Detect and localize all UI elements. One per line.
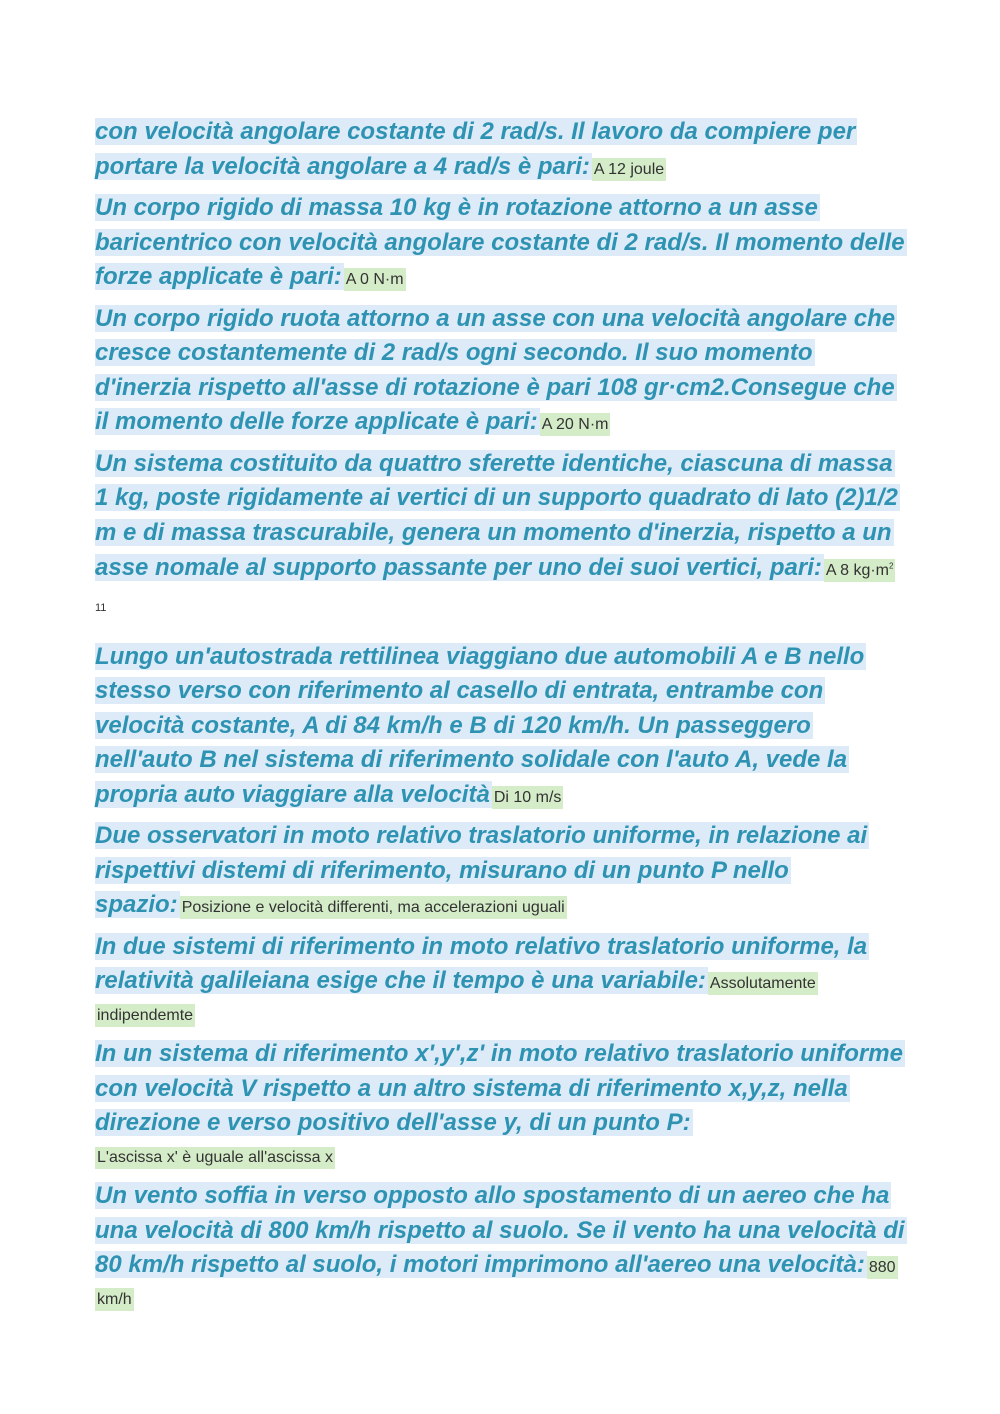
qa-item [95, 820, 905, 924]
qa-item [95, 1038, 905, 1173]
document-page [95, 116, 905, 1322]
question-text: Due osservatori in moto relativo traslatorio uniforme, in relazione ai rispettivi distemi di riferimento, misurano di un punto P nello spazio: [95, 822, 868, 919]
answer-text: Di 10 m/s [492, 786, 564, 809]
question-text: In due sistemi di riferimento in moto relativo traslatorio uniforme, la relatività galileiana esige che il tempo è una variabile: [95, 932, 868, 995]
answer-text: A 12 joule [592, 158, 666, 181]
answer-text: A 20 N·m [540, 413, 611, 436]
answer-text: L'ascissa x' è uguale all'ascissa x [95, 1147, 335, 1169]
question-text: Un vento soffia in verso opposto allo spostamento di un aereo che ha una velocità di 800 km/h rispetto al suolo. Se il vento ha una velocità di 80 km/h rispetto al suolo, i motori imprimono all'aereo una velocità: [95, 1182, 905, 1279]
answer-main: A 8 kg·m [825, 562, 890, 580]
question-text: con velocità angolare costante di 2 rad/s. Il lavoro da compiere per portare la velocità angolare a 4 rad/s è pari: [95, 118, 856, 180]
answer-superscript: 2 [889, 562, 894, 571]
question-text: Lungo un'autostrada rettilinea viaggiano due automobili A e B nello stesso verso con riferimento al casello di entrata, entrambe con velocità costante, A di 84 km/h e B di 120 km/h. Un passeggero nell'auto B nel sistema di riferimento solidale con l'auto A, vede la propria auto viaggiare alla velocità [95, 642, 865, 808]
question-text: Un sistema costituito da quattro sferette identiche, ciascuna di massa 1 kg, poste rigidamente ai vertici di un supporto quadrato di lato (2)1/2 m e di massa trascurabile, genera un momento d'inerzia, rispetto a un asse nomale al supporto passante per uno dei suoi vertici, pari: [95, 449, 898, 582]
qa-item [95, 192, 905, 296]
qa-item [95, 931, 905, 1032]
qa-item [95, 641, 905, 814]
qa-item [95, 303, 905, 441]
question-text: In un sistema di riferimento x',y',z' in moto relativo traslatorio uniforme con velocità V rispetto a un altro sistema di riferimento x,y,z, nella direzione e verso positivo dell'asse y, di un punto P: [95, 1040, 903, 1137]
page-number: 11 [95, 601, 107, 614]
qa-item [95, 1180, 905, 1315]
question-text: Un corpo rigido di massa 10 kg è in rotazione attorno a un asse baricentrico con velocità angolare costante di 2 rad/s. Il momento delle forze applicate è pari: [95, 194, 905, 290]
answer-text: 880 km/h [95, 1256, 898, 1311]
question-text: Un corpo rigido ruota attorno a un asse con una velocità angolare che cresce costantemente di 2 rad/s ogni secondo. Il suo momento d'inerzia rispetto all'asse di rotazione è pari 108 gr·cm2.Consegue che il momento delle forze applicate è pari: [95, 304, 896, 435]
qa-item [95, 116, 905, 185]
answer-text: Posizione e velocità differenti, ma accelerazioni uguali [180, 896, 567, 919]
answer-text [824, 559, 896, 582]
answer-text: Assolutamente indipendemte [95, 972, 818, 1027]
answer-text: A 0 N·m [344, 268, 406, 291]
qa-item [95, 448, 905, 587]
